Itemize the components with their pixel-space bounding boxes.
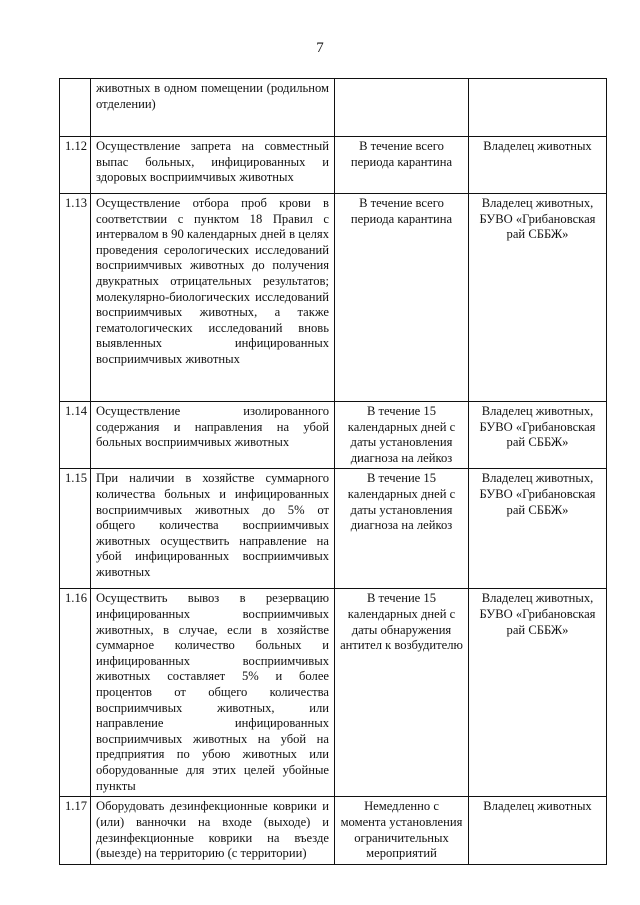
row-number: 1.14 [60, 402, 91, 469]
row-term: В течение 15 календарных дней с даты установления диагноза на лейкоз [335, 469, 469, 589]
row-number: 1.12 [60, 137, 91, 194]
page-number: 7 [316, 40, 324, 56]
row-description: Оборудовать дезинфекционные коврики и (или) ванночки на входе (выходе) и дезинфекционные коврики на въезде (выезде) на территорию (с территории) [91, 797, 335, 864]
row-description: Осуществить вывоз в резервацию инфицированных восприимчивых животных, в случае, если в хозяйстве суммарное количество больных и инфицированных восприимчивых животных составляет 5% и более процентов от общего количества восприимчивых животных, или направление инфицированных восприимчивых животных на убой на предприятия по убою животных или оборудованные для этих целей убойные пункты [91, 589, 335, 797]
table-row [60, 469, 607, 589]
row-term: В течение всего периода карантина [335, 137, 469, 194]
row-description: животных в одном помещении (родильном отделении) [91, 79, 335, 137]
row-description: Осуществление отбора проб крови в соответствии с пунктом 18 Правил с интервалом в 90 календарных дней в целях проведения серологических исследований восприимчивых животных до получения двукратных отрицательных результатов; молекулярно-биологических исследований восприимчивых животных, а также гематологических исследований вновь выявленных инфицированных восприимчивых животных [91, 194, 335, 402]
row-responsible: Владелец животных [469, 137, 607, 194]
row-description: Осуществление изолированного содержания и направления на убой больных восприимчивых животных [91, 402, 335, 469]
table-row [60, 137, 607, 194]
row-number: 1.17 [60, 797, 91, 864]
row-responsible: Владелец животных [469, 797, 607, 864]
table-row [60, 589, 607, 797]
row-responsible: Владелец животных, БУВО «Грибановская рай СББЖ» [469, 469, 607, 589]
table-row [60, 79, 607, 137]
row-term: В течение 15 календарных дней с даты обнаружения антител к возбудителю [335, 589, 469, 797]
row-term: Немедленно с момента установления ограничительных мероприятий [335, 797, 469, 864]
row-number: 1.15 [60, 469, 91, 589]
row-description: Осуществление запрета на совместный выпас больных, инфицированных и здоровых восприимчивых животных [91, 137, 335, 194]
row-description: При наличии в хозяйстве суммарного количества больных и инфицированных восприимчивых животных до 5% от общего количества восприимчивых животных осуществить направление на убой инфицированных восприимчивых животных [91, 469, 335, 589]
measures-table [59, 78, 607, 865]
row-responsible: Владелец животных, БУВО «Грибановская рай СББЖ» [469, 589, 607, 797]
row-term: В течение всего периода карантина [335, 194, 469, 402]
row-number: 1.16 [60, 589, 91, 797]
row-number: 1.13 [60, 194, 91, 402]
row-term: В течение 15 календарных дней с даты установления диагноза на лейкоз [335, 402, 469, 469]
row-responsible [469, 79, 607, 137]
row-responsible: Владелец животных, БУВО «Грибановская рай СББЖ» [469, 402, 607, 469]
table-row [60, 194, 607, 402]
table-row [60, 402, 607, 469]
table-row [60, 797, 607, 864]
row-number [60, 79, 91, 137]
row-responsible: Владелец животных, БУВО «Грибановская рай СББЖ» [469, 194, 607, 402]
row-term [335, 79, 469, 137]
